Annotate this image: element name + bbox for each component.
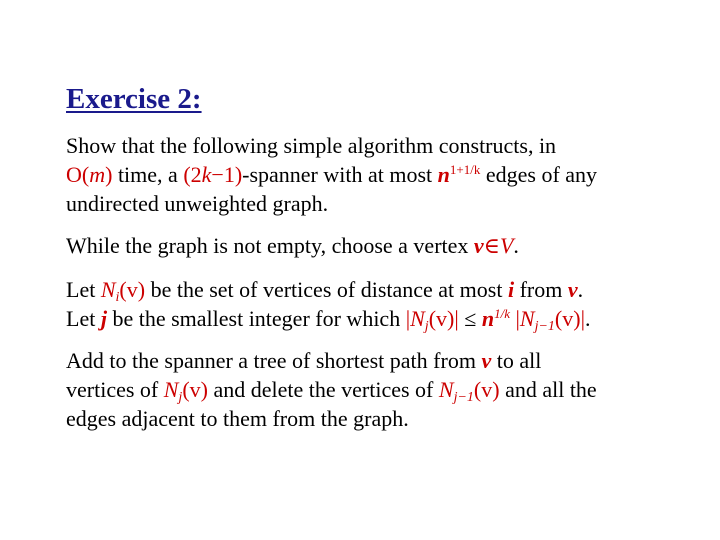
step-3-text-e: and all the — [499, 377, 597, 402]
slide-title: Exercise 2: — [66, 83, 202, 115]
del-njm1-subscript: j−1 — [453, 390, 474, 405]
step-2-text-b: from — [514, 277, 568, 302]
abs-open: | — [405, 306, 411, 331]
njm1-arg: (v) — [554, 306, 581, 331]
nj-arg: (v) — [428, 306, 455, 331]
stretch-k: k — [201, 162, 212, 187]
complexity-m: m — [89, 162, 106, 187]
edges-text: edges of any — [480, 162, 598, 187]
step-3-text-d: and delete the vertices of — [207, 377, 439, 402]
step-2-end-1: . — [577, 277, 584, 302]
njm1-subscript: j−1 — [534, 319, 555, 334]
step-3-text-a: Add to the spanner a tree of shortest path from — [66, 348, 482, 373]
step-2-let: Let — [66, 277, 101, 302]
problem-statement — [66, 131, 706, 218]
bound-n: n — [481, 306, 495, 331]
tree-root-v: v — [481, 348, 492, 373]
step-3-line-2 — [66, 375, 706, 404]
step-3-text-b: to all — [491, 348, 542, 373]
leq-symbol: ≤ — [458, 306, 482, 331]
bound-exponent: 1/k — [494, 306, 510, 321]
step-3-text-c: vertices of — [66, 377, 164, 402]
element-of-symbol: ∈ — [483, 233, 500, 258]
time-text: time, a — [112, 162, 184, 187]
step-2-text-a: be the set of vertices of distance at most — [145, 277, 508, 302]
statement-line-2 — [66, 160, 706, 189]
njm1-N: N — [519, 306, 535, 331]
distance-i: i — [507, 277, 515, 302]
step-2-text-c: be the smallest integer for which — [106, 306, 406, 331]
edge-bound-n: n — [437, 162, 450, 187]
step-1-text: While the graph is not empty, choose a vertex — [66, 233, 474, 258]
abs-close: | — [454, 306, 459, 331]
add-nj-arg: (v) — [182, 377, 208, 402]
step-2-let-2: Let — [66, 306, 101, 331]
step-3-line-1 — [66, 346, 706, 375]
stretch-close: −1) — [211, 162, 243, 187]
spanner-text: -spanner with at most — [242, 162, 438, 187]
vertex-set-V: V — [499, 233, 514, 258]
algorithm-step-3 — [66, 346, 706, 433]
step-1-line — [66, 231, 706, 260]
complexity-o-open: O( — [66, 162, 90, 187]
ni-arg: (v) — [119, 277, 146, 302]
from-vertex-v: v — [567, 277, 578, 302]
nj-subscript: j — [424, 319, 429, 334]
ni-subscript: i — [115, 290, 120, 305]
vertex-v: v — [473, 233, 484, 258]
step-3-line-3: edges adjacent to them from the graph. — [66, 406, 409, 431]
add-nj-subscript: j — [178, 390, 183, 405]
abs2-open: | — [509, 306, 520, 331]
step-1-end: . — [513, 233, 519, 258]
del-njm1-arg: (v) — [473, 377, 500, 402]
ni-N: N — [100, 277, 116, 302]
index-j: j — [100, 306, 107, 331]
step-2-line-2 — [66, 304, 706, 333]
nj-N: N — [410, 306, 425, 331]
complexity-o-close: ) — [105, 162, 113, 187]
stretch-open: (2 — [183, 162, 202, 187]
statement-line-3: undirected unweighted graph. — [66, 191, 329, 216]
statement-line-1: Show that the following simple algorithm constructs, in — [66, 133, 557, 158]
abs2-close: | — [580, 306, 585, 331]
algorithm-step-1 — [66, 231, 706, 260]
del-njm1-N: N — [438, 377, 454, 402]
step-2-end-2: . — [584, 306, 591, 331]
step-2-line-1 — [66, 275, 706, 304]
edge-bound-exponent: 1+1/k — [449, 162, 481, 177]
algorithm-step-2 — [66, 275, 706, 333]
add-nj-N: N — [163, 377, 179, 402]
